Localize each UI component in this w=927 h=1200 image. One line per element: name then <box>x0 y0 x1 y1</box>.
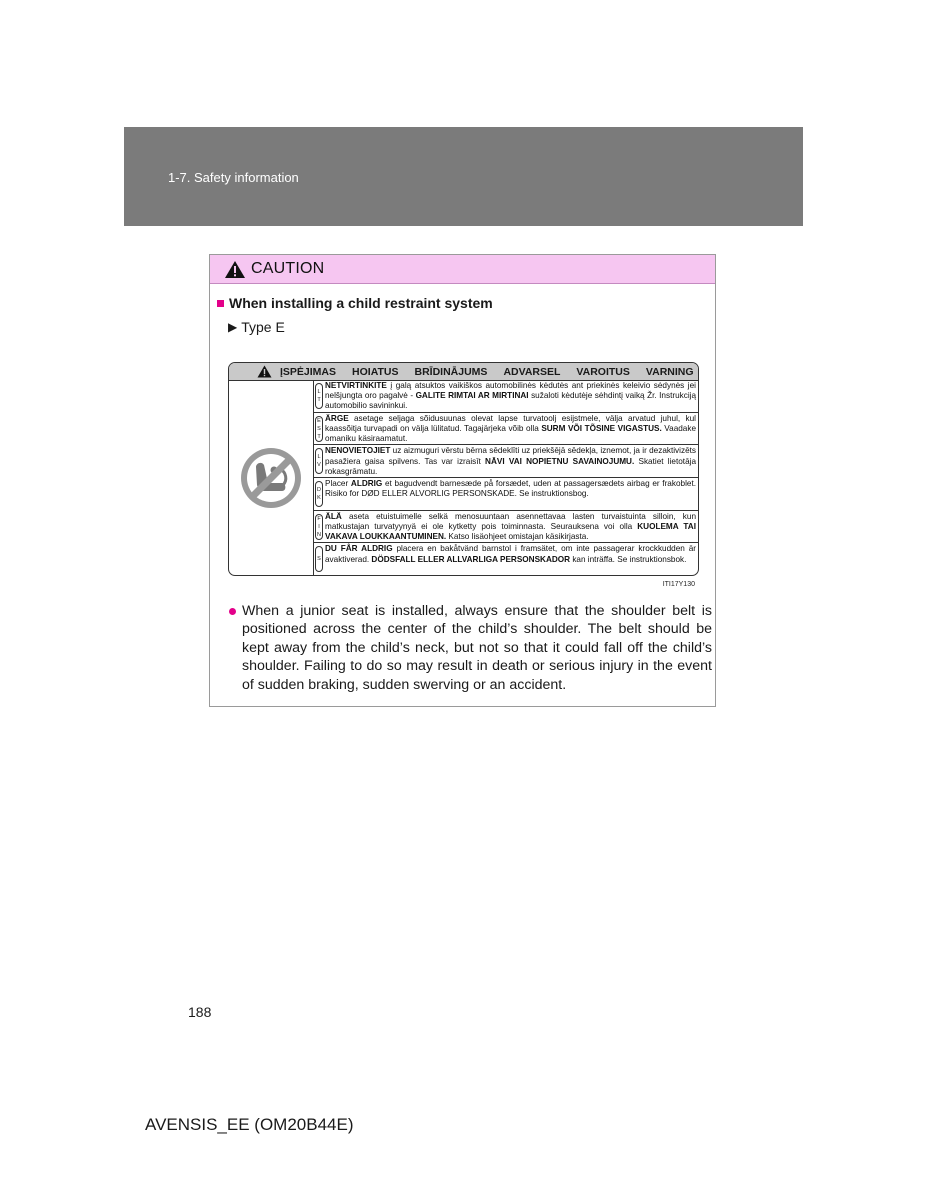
warning-triangle-icon <box>224 260 246 279</box>
lang-row-lt <box>314 380 698 413</box>
caution-header <box>210 255 715 284</box>
lang-code-lv: L V <box>315 448 323 474</box>
pictogram-cell <box>229 380 314 575</box>
label-header-lv: BRĪDINĀJUMS <box>414 365 488 378</box>
caution-box <box>209 254 716 707</box>
lang-row-lv <box>314 445 698 478</box>
lang-text-s: DU FÅR ALDRIG placera en bakåtvänd barnstol i framsätet, om inte passagerar krockkudden är avaktiverad. DÖDSFALL ELLER ALLVARLIGA PERSONSKADOR kan inträffa. Se instruktionsbok. <box>325 544 697 564</box>
lang-text-lt: NETVIRTINKITE į galą atsuktos vaikiškos automobilinės kėdutės ant priekinės keleivio sėdynės jei nelšjungta oro pagalvė - GALITE RIMTAI AR MIRTINAI sužaloti kėdutėje sėhdintį vaiką Žr. Instrukciją automobilio savininkui. <box>325 381 697 411</box>
page-number: 188 <box>188 1004 212 1020</box>
no-rear-facing-child-seat-icon <box>238 445 304 511</box>
type-label-text: Type E <box>241 319 285 335</box>
triangle-right-icon: ▶ <box>228 320 238 334</box>
document-id: AVENSIS_EE (OM20B44E) <box>145 1115 354 1134</box>
square-bullet-icon <box>217 300 224 307</box>
lang-row-dk <box>314 478 698 511</box>
label-header-et: HOIATUS <box>352 365 399 378</box>
bullet-text: When a junior seat is installed, always ensure that the shoulder belt is positioned across the center of the child’s shoulder. The belt should be kept away from the child’s neck, but not so that it could fall off the child’s shoulder. Failing to do so may result in death or serious injury in the event of sudden braking, sudden swerving or an accident. <box>242 603 712 693</box>
label-header-da: ADVARSEL <box>503 365 561 378</box>
lang-text-dk: Placer ALDRIG et bagudvendt barnesæde på forsædet, uden at passagersædets airbag er frakoblet. Risiko for DØD ELLER ALVORLIG PERSONSKADE. Se instruktionsbog. <box>325 479 696 499</box>
lang-code-et: E S T <box>315 416 323 442</box>
chapter-header-band <box>124 127 803 226</box>
lang-text-fin: ÄLÄ aseta etuistuimelle selkä menosuuntaan asennettavaa lasten turvaistuinta silloin, kun matkustajan turvatyynyä ei ole kytketty pois toiminnasta. Seurauksena voi olla KUOLEMA TAI VAKAVA LOUKKAANTUMINEN. Katso lisäohjeet omistajan käsikirjasta. <box>325 511 696 542</box>
caution-title: CAUTION <box>251 260 325 277</box>
type-label <box>228 319 285 335</box>
label-header-row <box>229 363 698 381</box>
lang-text-et: ÄRGE asetage seljaga sõidusuunas olevat lapse turvatoolj esijstmele, välja arvatud juhul, kul kaassõitja turvapadi on välja lülitatud. Tagajärjeka võib olla SURM VÕI TÕSINE VIGASTUS. Vaadake omaniku käsiraamatut. <box>325 413 696 444</box>
warning-triangle-icon <box>257 365 272 378</box>
language-rows <box>314 380 698 575</box>
figure-id: ITI17Y130 <box>662 581 695 588</box>
subheading <box>217 295 493 311</box>
lang-code-dk: D K <box>315 481 323 507</box>
warning-label-figure <box>228 362 699 576</box>
lang-text-lv: NENOVIETOJIET uz aizmuguri vērstu bērna sēdeklīti uz priekšējā sēdekļa, iznemot, ja ir dezaktivizēts pasažiera gaisa spilvens. Tas var izraisīt NĀVI VAI NOPIETNU SAVAINOJUMU. Skatiet lietotāja rokasgrāmatu. <box>325 446 696 476</box>
section-title: 1-7. Safety information <box>168 170 299 185</box>
bullet-item <box>229 602 712 694</box>
label-header-lt: ĮSPĖJIMAS <box>280 365 337 378</box>
lang-row-s <box>314 543 698 575</box>
lang-row-et <box>314 413 698 446</box>
subheading-text: When installing a child restraint system <box>229 295 493 311</box>
lang-code-fin: F I N <box>315 514 323 540</box>
label-body <box>229 380 698 575</box>
label-header-fi: VAROITUS <box>576 365 630 378</box>
label-header-sv: VARNING <box>645 365 694 378</box>
lang-row-fin <box>314 511 698 544</box>
round-bullet-icon <box>229 608 236 615</box>
lang-code-lt: L T <box>315 383 323 409</box>
lang-code-s: S <box>315 546 323 572</box>
